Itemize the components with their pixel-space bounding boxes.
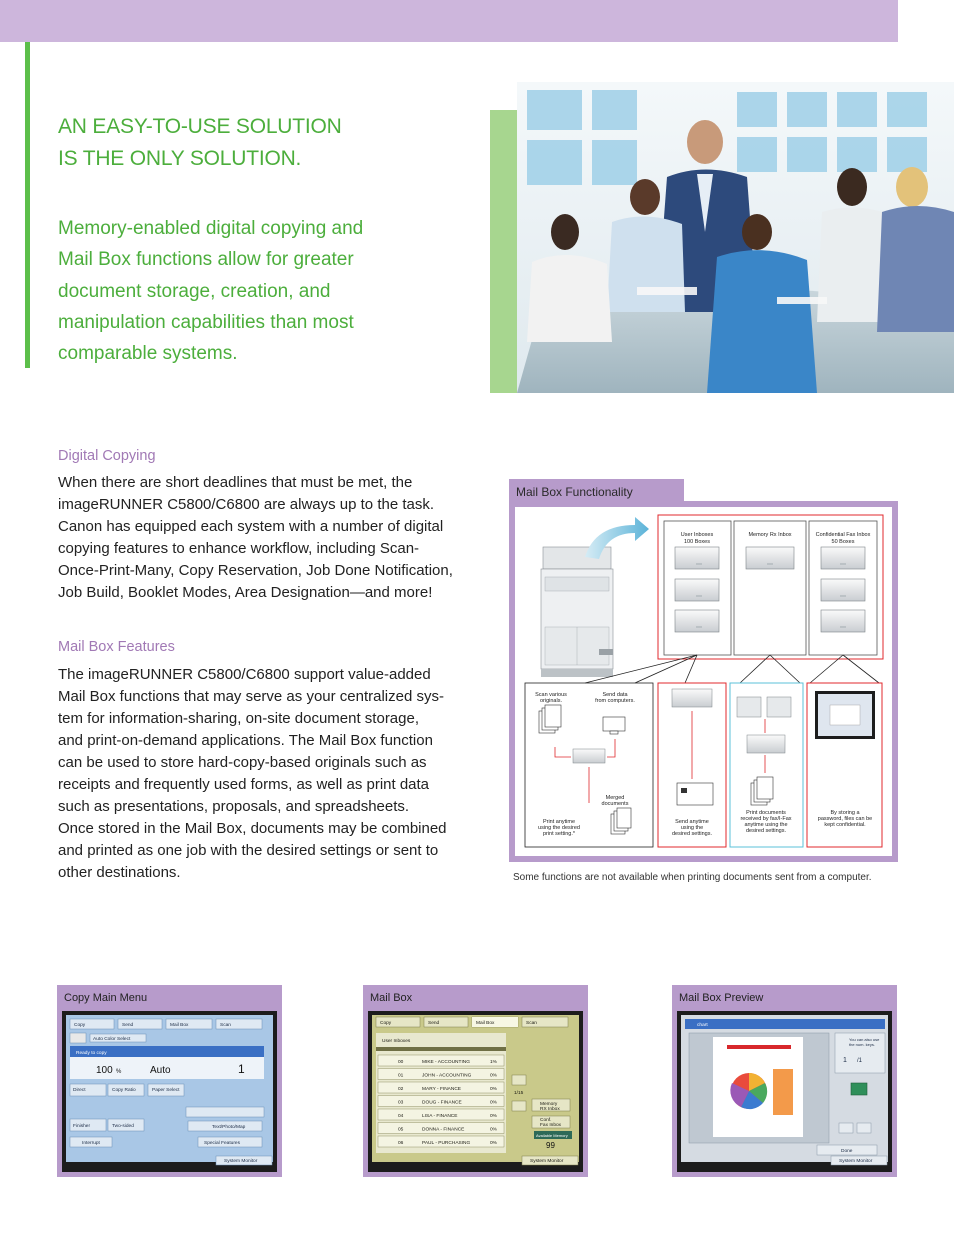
figure-title: Mail Box Functionality: [509, 479, 684, 502]
box-number: 06: [398, 1141, 404, 1146]
conf-fax-button[interactable]: Fax Inbox: [540, 1123, 562, 1128]
tab-mailbox[interactable]: Mail Box: [476, 1021, 495, 1026]
mail-box-functionality-figure: [509, 501, 898, 862]
send-data-label: from computers.: [595, 698, 635, 704]
done-button[interactable]: Done: [841, 1149, 853, 1154]
user-inboxes-heading: User Inboxes: [382, 1039, 411, 1044]
memory-rx-button[interactable]: Memory: [540, 1102, 558, 1107]
print-docs-label: received by fax/I-Fax: [740, 816, 792, 822]
box-name: MIKE - ACCOUNTING: [422, 1060, 470, 1065]
ratio-unit: %: [116, 1069, 122, 1075]
box-number: 02: [398, 1087, 404, 1092]
tab-copy[interactable]: Copy: [380, 1021, 392, 1026]
mailbox-row[interactable]: [378, 1123, 504, 1134]
body-line: and print-on-demand applications. The Mail Box function: [58, 732, 433, 749]
mailbox-screen: [368, 1011, 583, 1172]
page-number-field[interactable]: 1: [843, 1057, 847, 1064]
headline: [58, 111, 342, 175]
conf-fax-count: 50 Boxes: [831, 539, 855, 545]
box-number: 00: [398, 1060, 404, 1065]
box-number: 05: [398, 1127, 404, 1133]
intro-paragraph: [58, 213, 388, 369]
num-keys-hint: the num. keys.: [849, 1042, 876, 1047]
print-anytime-label: Print anytime: [542, 819, 576, 825]
body-line: tem for information-sharing, on-site document storage,: [58, 710, 420, 727]
mailbox-row[interactable]: [378, 1136, 504, 1147]
scan-label: originals.: [539, 698, 563, 704]
storing-label: password, files can be: [817, 816, 873, 822]
system-monitor-button[interactable]: System Monitor: [224, 1159, 258, 1164]
ratio-value: 100: [96, 1065, 113, 1076]
auto-color-button[interactable]: Auto Color Select: [93, 1037, 131, 1042]
panel-title: Mail Box: [370, 992, 413, 1004]
user-inboxes-label: User Inboxes: [680, 532, 714, 538]
box-number: 01: [398, 1073, 404, 1079]
ready-status: Ready to copy: [76, 1051, 107, 1056]
box-usage: 0%: [490, 1087, 497, 1092]
box-usage: 0%: [490, 1127, 497, 1133]
headline-line: AN EASY-TO-USE SOLUTION: [58, 115, 342, 138]
page-total: /1: [857, 1058, 863, 1064]
tab-mailbox[interactable]: Mail Box: [170, 1023, 189, 1028]
direct-button[interactable]: Direct: [73, 1088, 86, 1093]
print-docs-label: anytime using the: [744, 822, 788, 828]
body-line: such as presentations, proposals, and spreadsheets.: [58, 798, 410, 815]
storing-label: By storing a: [830, 810, 860, 816]
print-docs-label: desired settings.: [745, 828, 787, 834]
box-usage: 1%: [490, 1060, 497, 1065]
mailbox-row[interactable]: [378, 1069, 504, 1080]
two-sided-button[interactable]: Two-sided: [112, 1124, 134, 1129]
box-number: 03: [398, 1100, 404, 1106]
business-meeting-photo: [517, 82, 954, 393]
headline-line: IS THE ONLY SOLUTION.: [58, 147, 302, 170]
mail-box-panel: [363, 985, 588, 1177]
merged-label: documents: [601, 801, 629, 807]
body-line: copying features to enhance workflow, including Scan-: [58, 540, 420, 557]
accent-rule: [25, 42, 30, 368]
mail-box-preview-panel: [672, 985, 897, 1177]
box-usage: 0%: [490, 1073, 497, 1079]
memory-rx-button[interactable]: RX Inbox: [540, 1107, 560, 1112]
intro-line: document storage, creation, and: [58, 280, 331, 302]
body-line: The imageRUNNER C5800/C6800 support value-added: [58, 666, 431, 683]
system-monitor-button[interactable]: System Monitor: [839, 1159, 873, 1164]
storing-label: kept confidential.: [824, 822, 866, 828]
preview-screen: [677, 1011, 892, 1172]
mail-box-features-heading: Mail Box Features: [58, 639, 175, 655]
system-monitor-button[interactable]: System Monitor: [530, 1159, 564, 1164]
box-usage: 0%: [490, 1114, 497, 1119]
memory-percent: 99: [546, 1141, 555, 1150]
box-name: JOHN - ACCOUNTING: [422, 1073, 472, 1079]
intro-line: Mail Box functions allow for greater: [58, 249, 354, 271]
box-name: DONNA - FINANCE: [422, 1127, 465, 1133]
tab-send[interactable]: Send: [122, 1023, 134, 1028]
top-banner: [0, 0, 898, 42]
body-line: Canon has equipped each system with a number of digital: [58, 518, 444, 535]
user-inboxes-count: 100 Boxes: [684, 539, 710, 545]
page-indicator: 1/15: [514, 1091, 524, 1096]
conf-fax-label: Confidential Fax Inbox: [815, 532, 871, 538]
available-memory-label: Available Memory: [536, 1133, 568, 1138]
box-name: DOUG - FINANCE: [422, 1100, 462, 1106]
copier-icon: [541, 547, 613, 677]
intro-line: Memory-enabled digital copying and: [58, 218, 364, 239]
finisher-button[interactable]: Finisher: [73, 1124, 91, 1129]
arrow-icon: [585, 517, 649, 559]
mailbox-row[interactable]: [378, 1055, 504, 1066]
conf-fax-button[interactable]: Conf.: [540, 1118, 552, 1123]
print-docs-label: Print documents: [746, 810, 786, 816]
body-line: and printed as one job with the desired settings or sent to: [58, 842, 439, 859]
box-usage: 0%: [490, 1141, 497, 1146]
send-anytime-label: using the: [680, 825, 704, 831]
intro-line: manipulation capabilities than most: [58, 311, 354, 333]
copy-screen: [62, 1011, 277, 1172]
photo-accent-bar: [490, 110, 520, 393]
mailbox-rows: [378, 1055, 504, 1147]
copy-count: 1: [238, 1062, 245, 1076]
panel-title: Mail Box Preview: [679, 992, 764, 1004]
box-name: LISA - FINANCE: [422, 1114, 458, 1119]
body-line: Once stored in the Mail Box, documents may be combined: [58, 820, 447, 837]
digital-copying-body: [58, 472, 458, 604]
copy-ratio-button[interactable]: Copy Ratio: [112, 1088, 136, 1093]
mailbox-row[interactable]: [378, 1109, 504, 1120]
body-line: Job Build, Booklet Modes, Area Designation—and more!: [58, 584, 433, 601]
scan-label: Scan various: [535, 692, 567, 698]
mail-box-features-body: [58, 664, 458, 884]
interrupt-button[interactable]: Interrupt: [82, 1141, 100, 1146]
body-line: can be used to store hard-copy-based originals such as: [58, 754, 427, 771]
figure-caption: Some functions are not available when printing documents sent from a computer.: [513, 872, 872, 883]
digital-copying-heading: Digital Copying: [58, 448, 156, 464]
text-photo-map-select[interactable]: Text/Photo/Map: [212, 1125, 246, 1130]
print-anytime-label: using the desired: [538, 825, 580, 831]
body-line: receipts and frequently used forms, as well as print data: [58, 776, 430, 793]
body-line: imageRUNNER C5800/C6800 are always up to the task.: [58, 496, 435, 513]
send-data-label: Send data: [602, 692, 628, 698]
document-name: chart: [697, 1023, 708, 1028]
mailbox-row[interactable]: [378, 1082, 504, 1093]
num-keys-hint: You can also use: [849, 1037, 880, 1042]
tab-scan[interactable]: Scan: [526, 1021, 537, 1026]
paper-value: Auto: [150, 1065, 171, 1076]
paper-select-button[interactable]: Paper Select: [152, 1088, 180, 1093]
tab-scan[interactable]: Scan: [220, 1023, 231, 1028]
memory-rx-label: Memory Rx Inbox: [748, 532, 792, 538]
body-line: Mail Box functions that may serve as your centralized sys-: [58, 688, 444, 705]
mailbox-row[interactable]: [378, 1096, 504, 1107]
body-line: Once-Print-Many, Copy Reservation, Job Done Notification,: [58, 562, 453, 579]
body-line: When there are short deadlines that must be met, the: [58, 474, 413, 491]
body-line: other destinations.: [58, 864, 181, 881]
box-name: MARY - FINANCE: [422, 1087, 462, 1092]
box-number: 04: [398, 1114, 404, 1119]
box-usage: 0%: [490, 1100, 497, 1106]
intro-line: comparable systems.: [58, 343, 238, 365]
box-name: PAUL - PURCHASING: [422, 1141, 471, 1146]
tab-copy[interactable]: Copy: [74, 1023, 86, 1028]
send-anytime-label: desired settings.: [671, 831, 713, 837]
copy-main-menu-panel: [57, 985, 282, 1177]
print-anytime-label: print setting.*: [542, 831, 576, 837]
panel-title: Copy Main Menu: [64, 992, 148, 1004]
merged-label: Merged: [605, 795, 625, 801]
tab-send[interactable]: Send: [428, 1021, 440, 1026]
send-anytime-label: Send anytime: [675, 819, 709, 825]
special-features-button[interactable]: Special Features: [204, 1141, 240, 1146]
